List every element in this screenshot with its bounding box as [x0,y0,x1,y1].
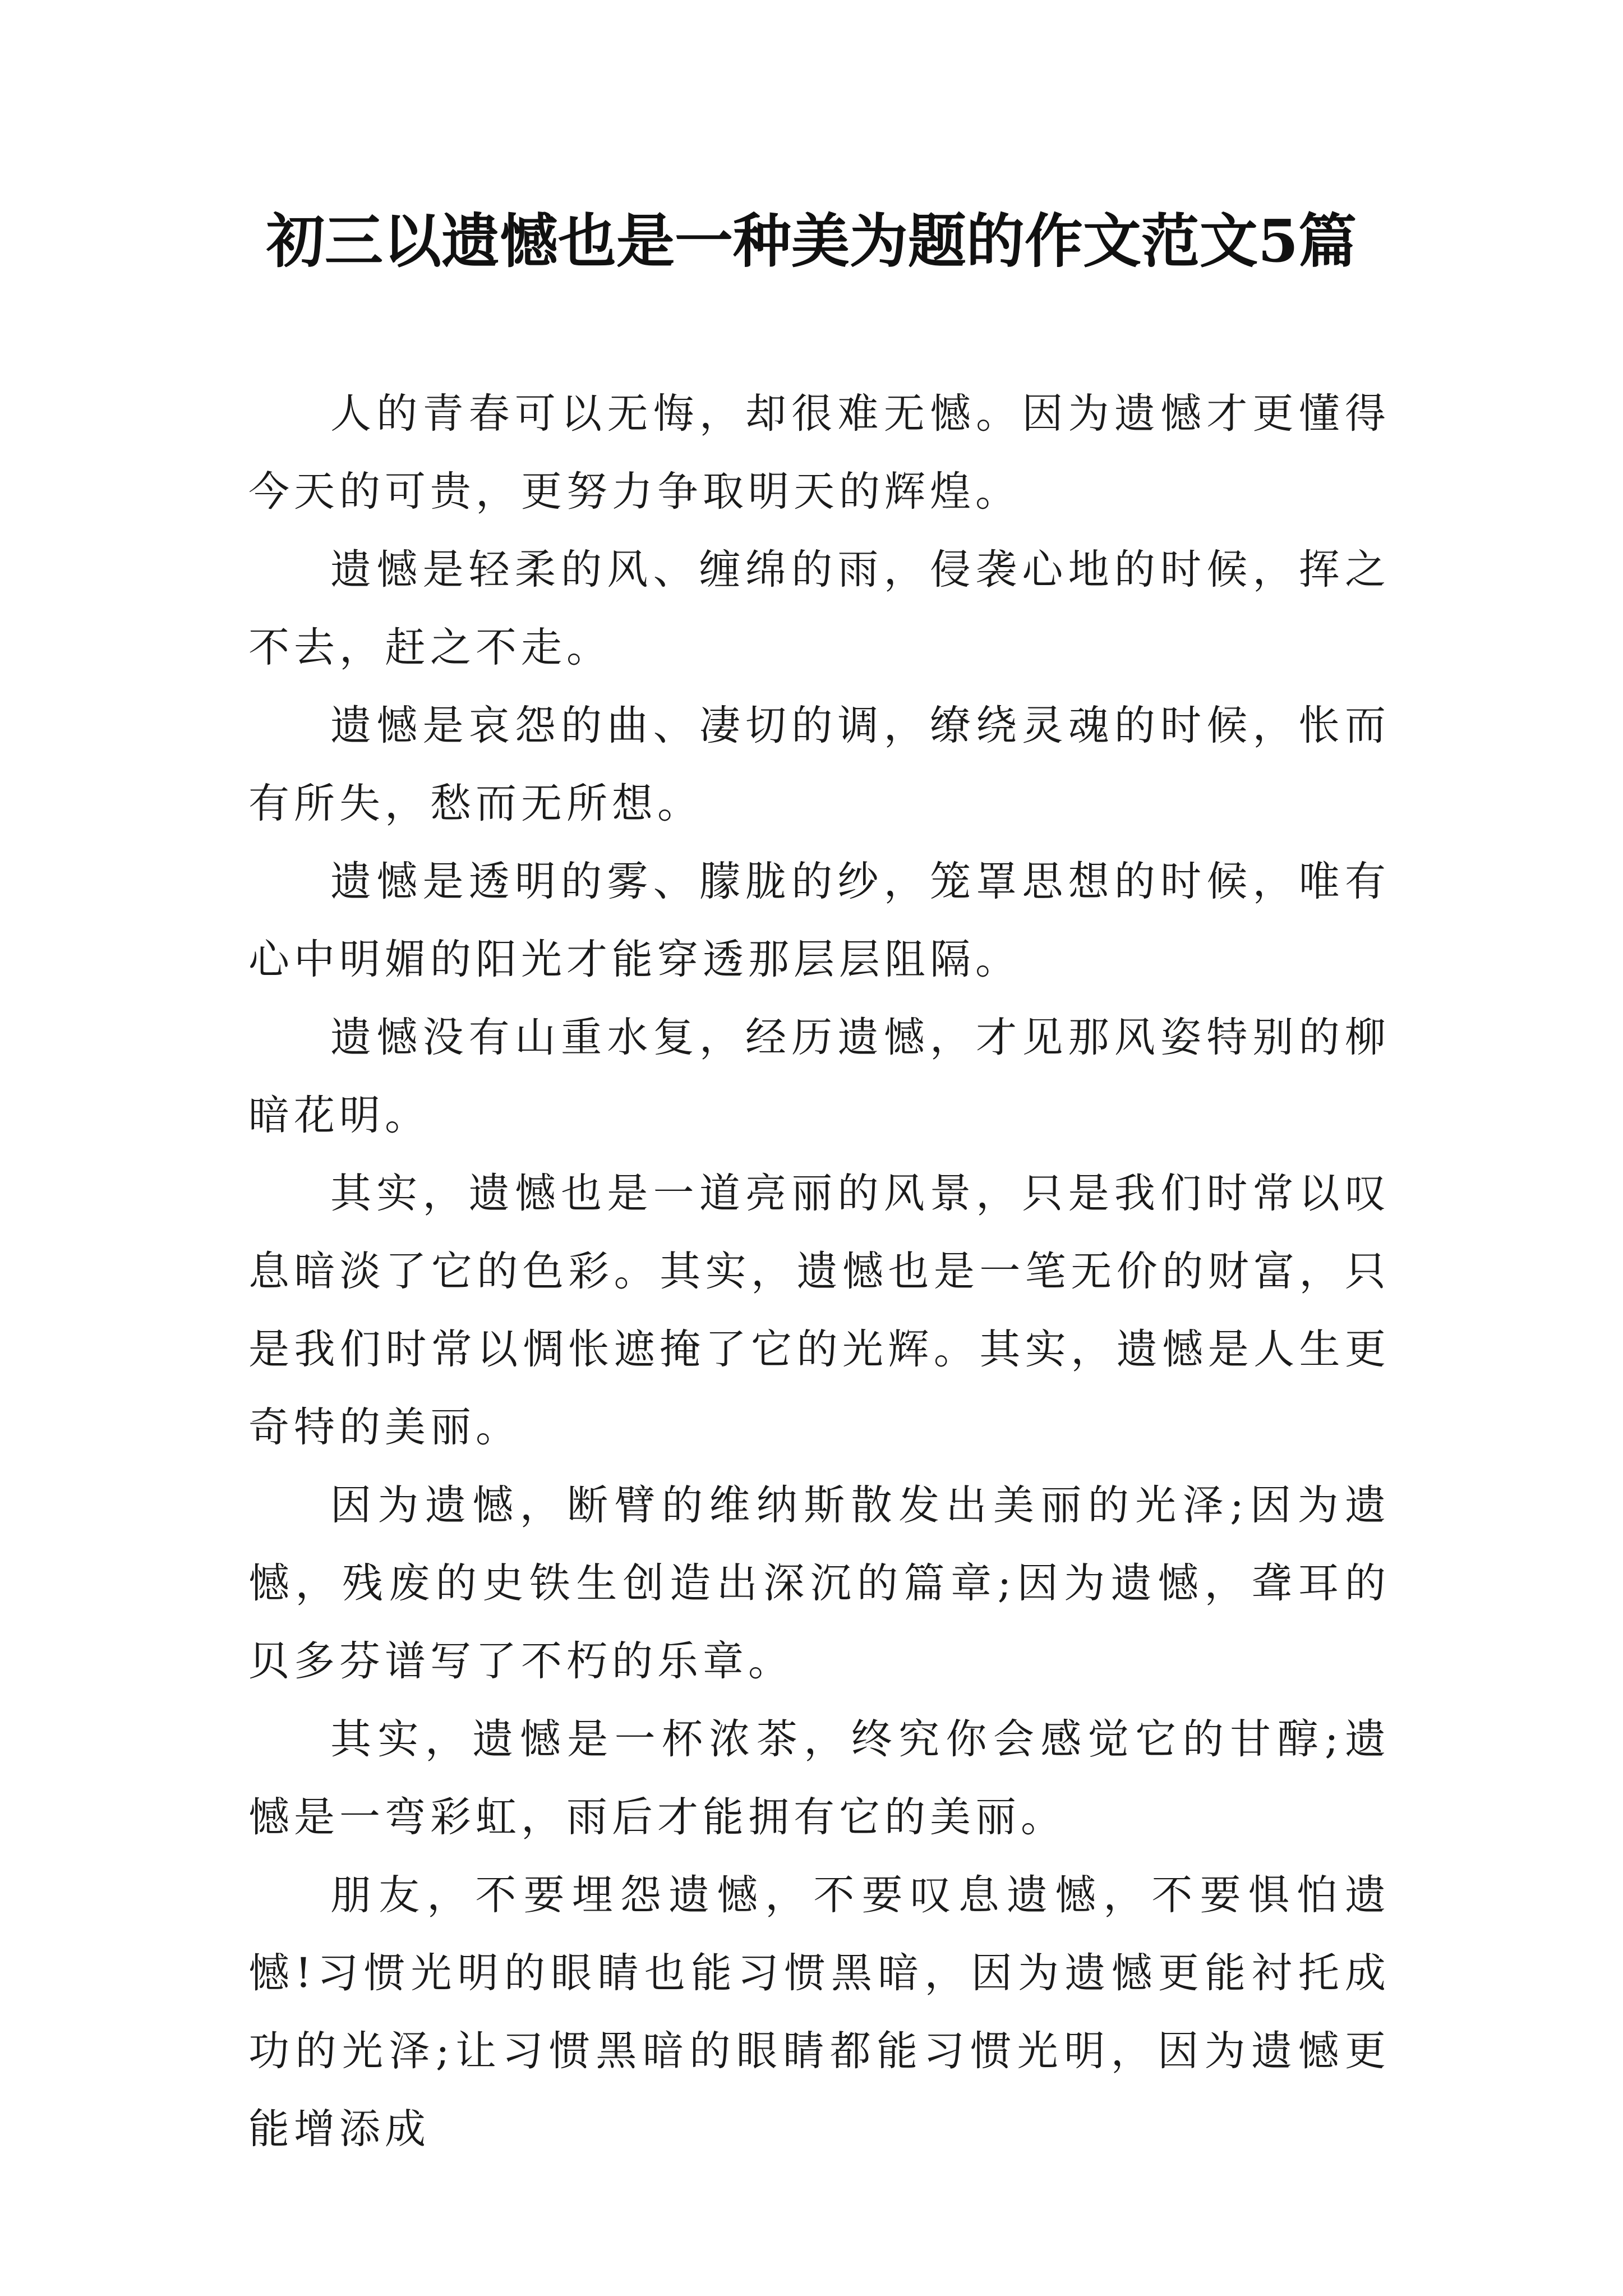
paragraph: 遗憾是哀怨的曲、凄切的调，缭绕灵魂的时候，怅而有所失，愁而无所想。 [248,702,1390,827]
paragraph: 朋友，不要埋怨遗憾，不要叹息遗憾，不要惧怕遗憾!习惯光明的眼睛也能习惯黑暗，因为遗憾更能衬托成功的光泽;让习惯黑暗的眼睛都能习惯光明，因为遗憾更能增添成 [248,1871,1390,2153]
document-title: 初三以遗憾也是一种美为题的作文范文5篇 [266,206,1357,275]
document-body [248,375,1390,2168]
paragraph: 遗憾是轻柔的风、缠绵的雨，侵袭心地的时候，挥之不去，赶之不走。 [248,546,1390,671]
paragraph: 其实，遗憾是一杯浓茶，终究你会感觉它的甘醇;遗憾是一弯彩虹，雨后才能拥有它的美丽。 [248,1715,1390,1841]
paragraph: 遗憾是透明的雾、朦胧的纱，笼罩思想的时候，唯有心中明媚的阳光才能穿透那层层阻隔。 [248,858,1390,983]
paragraph: 遗憾没有山重水复，经历遗憾，才见那风姿特别的柳暗花明。 [248,1014,1390,1139]
paragraph: 其实，遗憾也是一道亮丽的风景，只是我们时常以叹息暗淡了它的色彩。其实，遗憾也是一笔无价的财富，只是我们时常以惆怅遮掩了它的光辉。其实，遗憾是人生更奇特的美丽。 [248,1170,1390,1451]
paragraph: 因为遗憾，断臂的维纳斯散发出美丽的光泽;因为遗憾，残废的史铁生创造出深沉的篇章;因为遗憾，聋耳的贝多芬谱写了不朽的乐章。 [248,1481,1390,1685]
paragraph: 人的青春可以无悔，却很难无憾。因为遗憾才更懂得今天的可贵，更努力争取明天的辉煌。 [248,390,1390,516]
